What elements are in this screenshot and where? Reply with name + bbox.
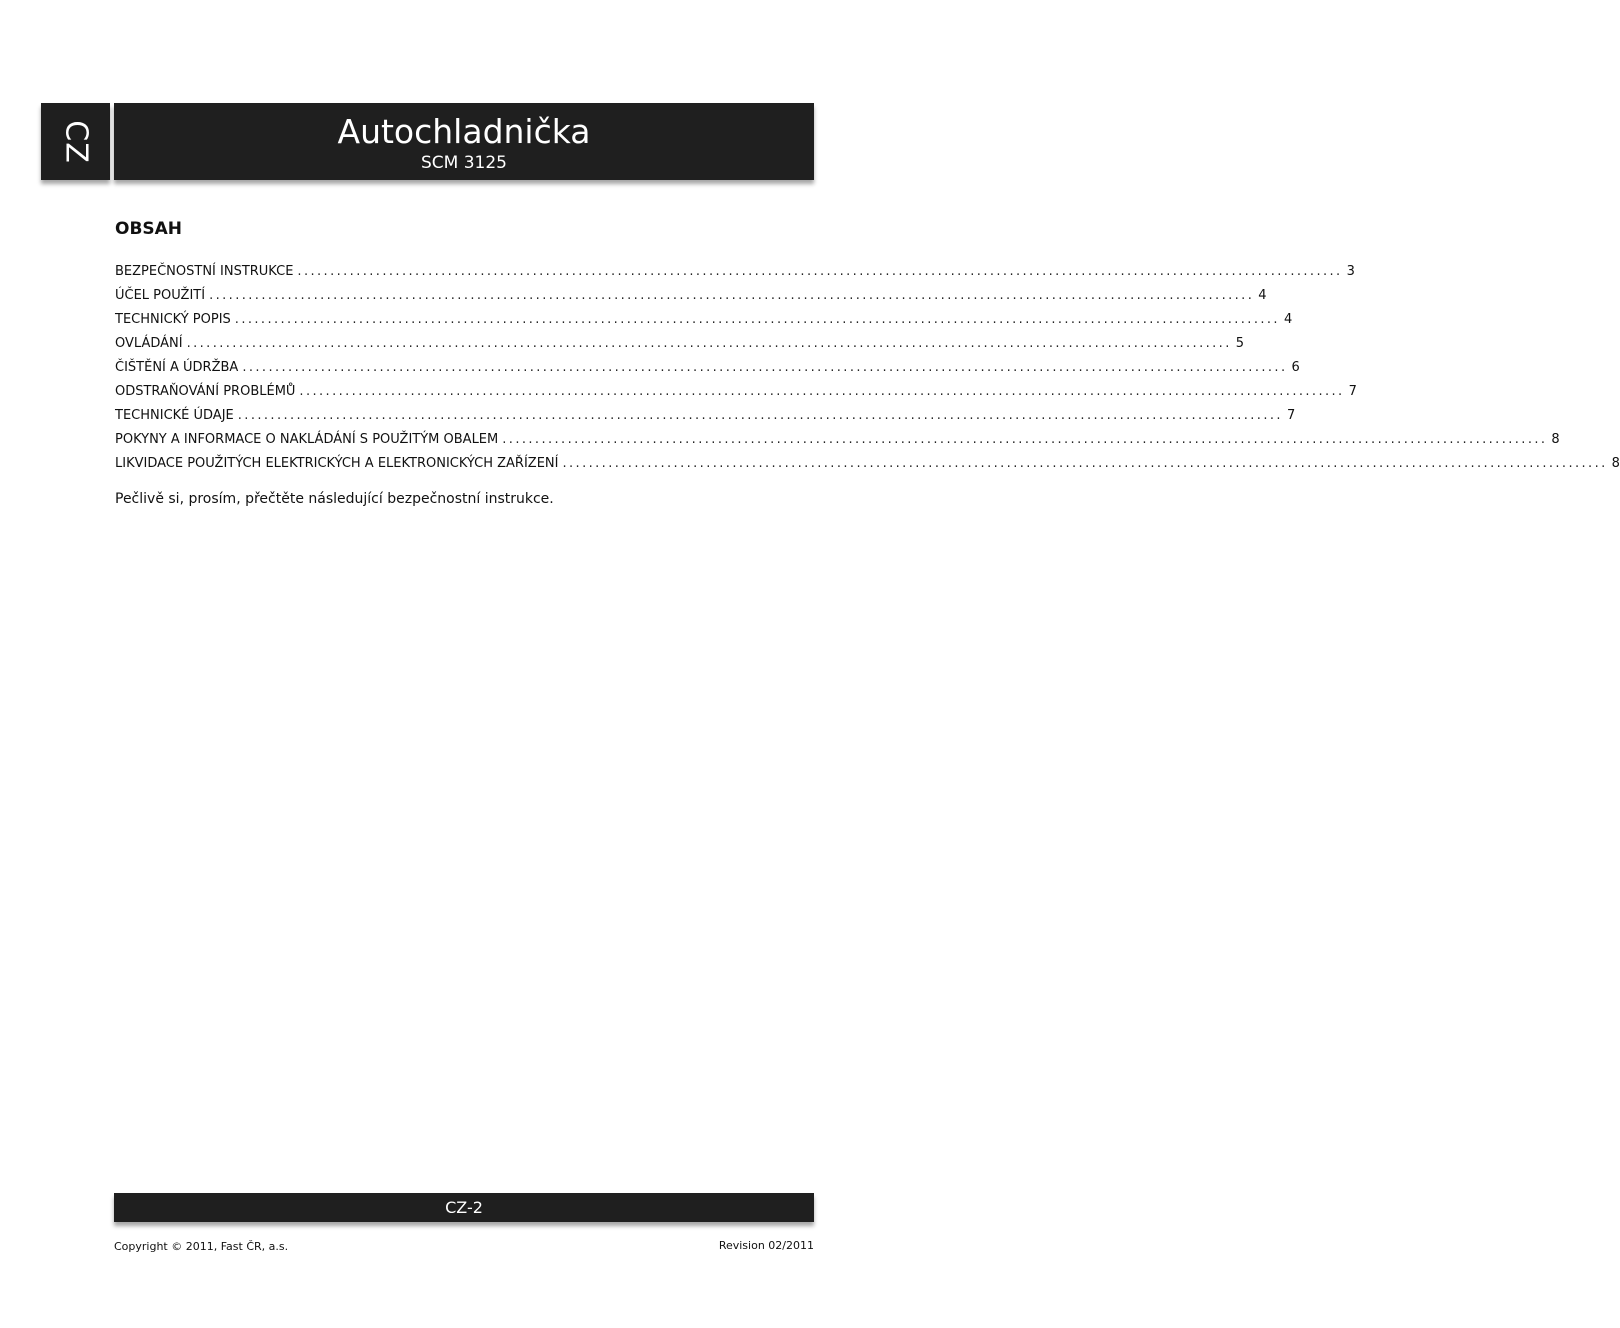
toc-entry <box>115 262 1355 286</box>
toc-entry <box>115 454 1620 478</box>
language-label: CZ <box>58 119 93 164</box>
toc-entry-page: 5 <box>1235 336 1245 351</box>
toc-dot-leader: ................................................................................................................................................................ <box>299 384 1345 399</box>
language-tab <box>41 103 110 180</box>
toc-entry-page: 7 <box>1348 384 1357 399</box>
toc-entry-page: 3 <box>1346 264 1355 279</box>
toc-entry-label: TECHNICKÝ POPIS <box>115 312 231 327</box>
toc-entry-label: BEZPEČNOSTNÍ INSTRUKCE <box>115 264 294 279</box>
toc-entry-label: TECHNICKÉ ÚDAJE <box>115 408 234 423</box>
intro-text: Pečlivě si, prosím, přečtěte následující bezpečnostní instrukce. <box>115 491 554 507</box>
toc-entry-label: ÚČEL POUŽITÍ <box>115 288 206 303</box>
toc-entry-label: POKYNY A INFORMACE O NAKLÁDÁNÍ S POUŽITÝM OBALEM <box>115 432 499 447</box>
model-number: SCM 3125 <box>421 153 507 173</box>
toc-entry <box>115 310 1293 334</box>
page-number-bar <box>114 1193 814 1222</box>
toc-entry <box>115 358 1300 382</box>
toc-entry-page: 4 <box>1283 312 1293 327</box>
toc-heading: OBSAH <box>115 219 183 239</box>
page-number: CZ-2 <box>445 1198 483 1217</box>
toc-entry <box>115 286 1267 310</box>
copyright-text: Copyright © 2011, Fast ČR, a.s. <box>114 1240 289 1253</box>
toc-dot-leader: ................................................................................................................................................................ <box>234 312 1280 327</box>
toc-entry-label: ODSTRAŇOVÁNÍ PROBLÉMŮ <box>115 384 296 399</box>
toc-entry-label: LIKVIDACE POUŽITÝCH ELEKTRICKÝCH A ELEKTRONICKÝCH ZAŘÍZENÍ <box>115 456 559 471</box>
toc-dot-leader: ................................................................................................................................................................ <box>186 336 1232 351</box>
toc-entry <box>115 382 1357 406</box>
toc-entry-page: 6 <box>1291 360 1300 375</box>
toc-dot-leader: ................................................................................................................................................................ <box>502 432 1548 447</box>
toc-dot-leader: ................................................................................................................................................................ <box>209 288 1255 303</box>
table-of-contents <box>115 262 1620 478</box>
toc-entry-label: OVLÁDÁNÍ <box>115 336 183 351</box>
toc-dot-leader: ................................................................................................................................................................ <box>562 456 1608 471</box>
toc-entry-page: 8 <box>1611 456 1620 471</box>
toc-dot-leader: ................................................................................................................................................................ <box>297 264 1343 279</box>
toc-entry-label: ČIŠTĚNÍ A ÚDRŽBA <box>115 360 239 375</box>
toc-dot-leader: ................................................................................................................................................................ <box>242 360 1288 375</box>
toc-entry-page: 4 <box>1258 288 1267 303</box>
toc-entry <box>115 430 1560 454</box>
title-banner <box>114 103 814 180</box>
toc-entry <box>115 406 1296 430</box>
page-title: Autochladnička <box>337 112 591 151</box>
toc-entry <box>115 334 1245 358</box>
toc-dot-leader: ................................................................................................................................................................ <box>237 408 1283 423</box>
toc-entry-page: 8 <box>1551 432 1560 447</box>
revision-text: Revision 02/2011 <box>718 1239 814 1252</box>
toc-entry-page: 7 <box>1286 408 1296 423</box>
